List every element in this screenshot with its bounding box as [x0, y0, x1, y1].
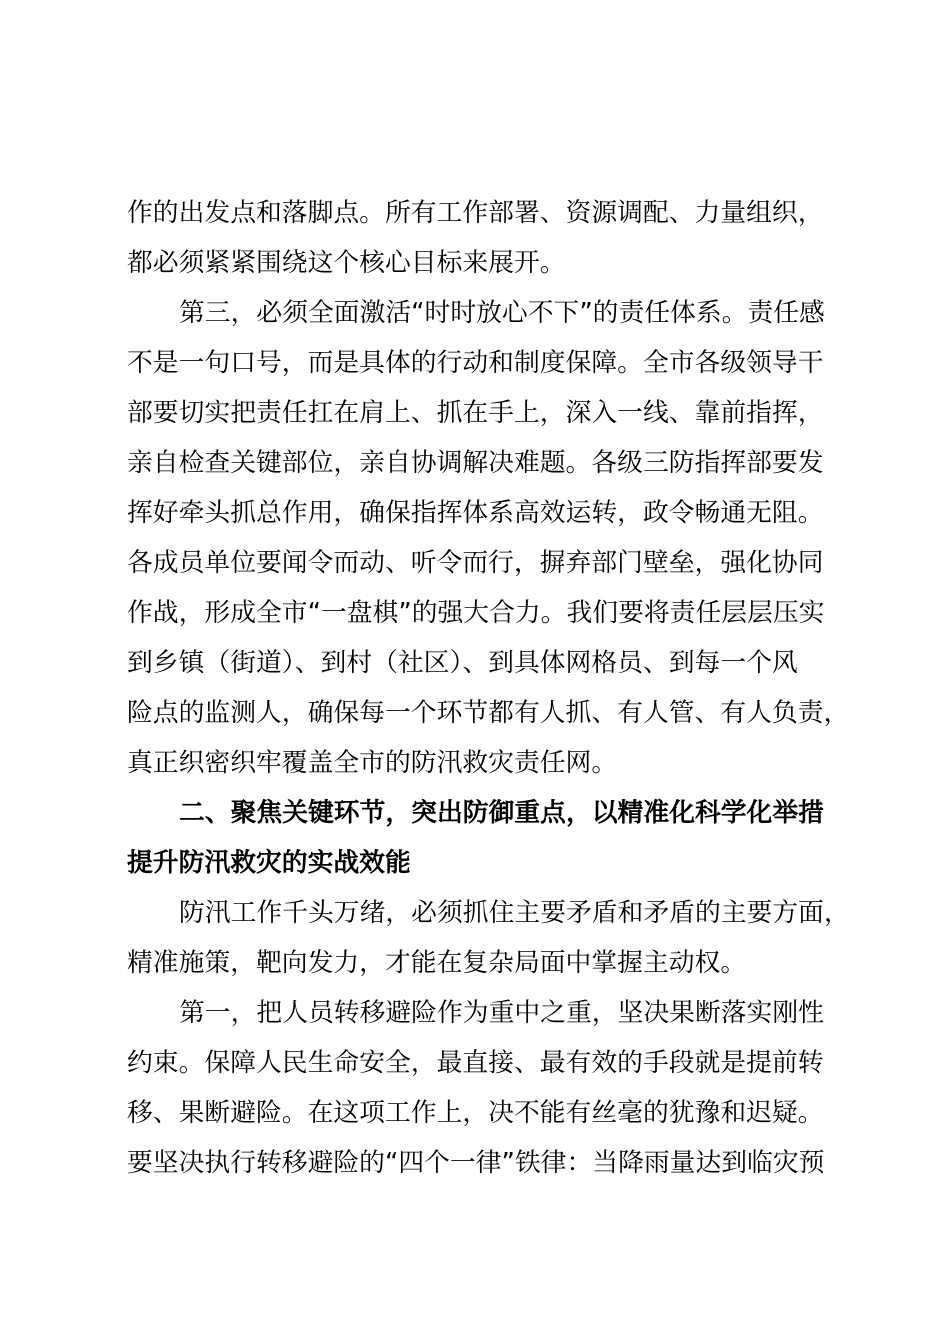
body-text-line: 约束。保障人民生命安全，最直接、最有效的手段就是提前转	[127, 1048, 824, 1078]
body-text-line: 精准施策，靶向发力，才能在复杂局面中掌握主动权。	[127, 948, 747, 978]
body-text-line: 作战，形成全市“一盘棋”的强大合力。我们要将责任层层压实	[127, 598, 825, 628]
paragraph-start-line: 第三，必须全面激活“时时放心不下”的责任体系。责任感	[179, 298, 825, 328]
body-text-line: 亲自检查关键部位，亲自协调解决难题。各级三防指挥部要发	[127, 448, 824, 478]
section-heading-line: 二、聚焦关键环节，突出防御重点，以精准化科学化举措	[179, 798, 824, 828]
paragraph-start-line: 第一，把人员转移避险作为重中之重，坚决果断落实刚性	[179, 998, 824, 1028]
body-text-line: 要坚决执行转移避险的“四个一律”铁律：当降雨量达到临灾预	[127, 1148, 825, 1178]
body-text-line: 移、果断避险。在这项工作上，决不能有丝毫的犹豫和迟疑。	[127, 1098, 824, 1128]
paragraph-start-line: 防汛工作千头万绪，必须抓住主要矛盾和矛盾的主要方面，	[179, 898, 850, 928]
body-text-line: 作的出发点和落脚点。所有工作部署、资源调配、力量组织，	[127, 198, 824, 228]
body-text-line: 各成员单位要闻令而动、听令而行，摒弃部门壁垒，强化协同	[127, 548, 824, 578]
body-text-line: 部要切实把责任扛在肩上、抓在手上，深入一线、靠前指挥，	[127, 398, 824, 428]
body-text-line: 都必须紧紧围绕这个核心目标来展开。	[127, 248, 566, 278]
body-text-line: 挥好牵头抓总作用，确保指挥体系高效运转，政令畅通无阻。	[127, 498, 824, 528]
body-text-line: 到乡镇（街道）、到村（社区）、到具体网格员、到每一个风	[127, 648, 798, 678]
section-heading-line: 提升防汛救灾的实战效能	[127, 848, 411, 878]
document-page	[127, 188, 850, 1188]
body-text-line: 险点的监测人，确保每一个环节都有人抓、有人管、有人负责，	[127, 698, 850, 728]
body-text-line: 真正织密织牢覆盖全市的防汛救灾责任网。	[127, 748, 618, 778]
body-text-line: 不是一句口号，而是具体的行动和制度保障。全市各级领导干	[127, 348, 824, 378]
